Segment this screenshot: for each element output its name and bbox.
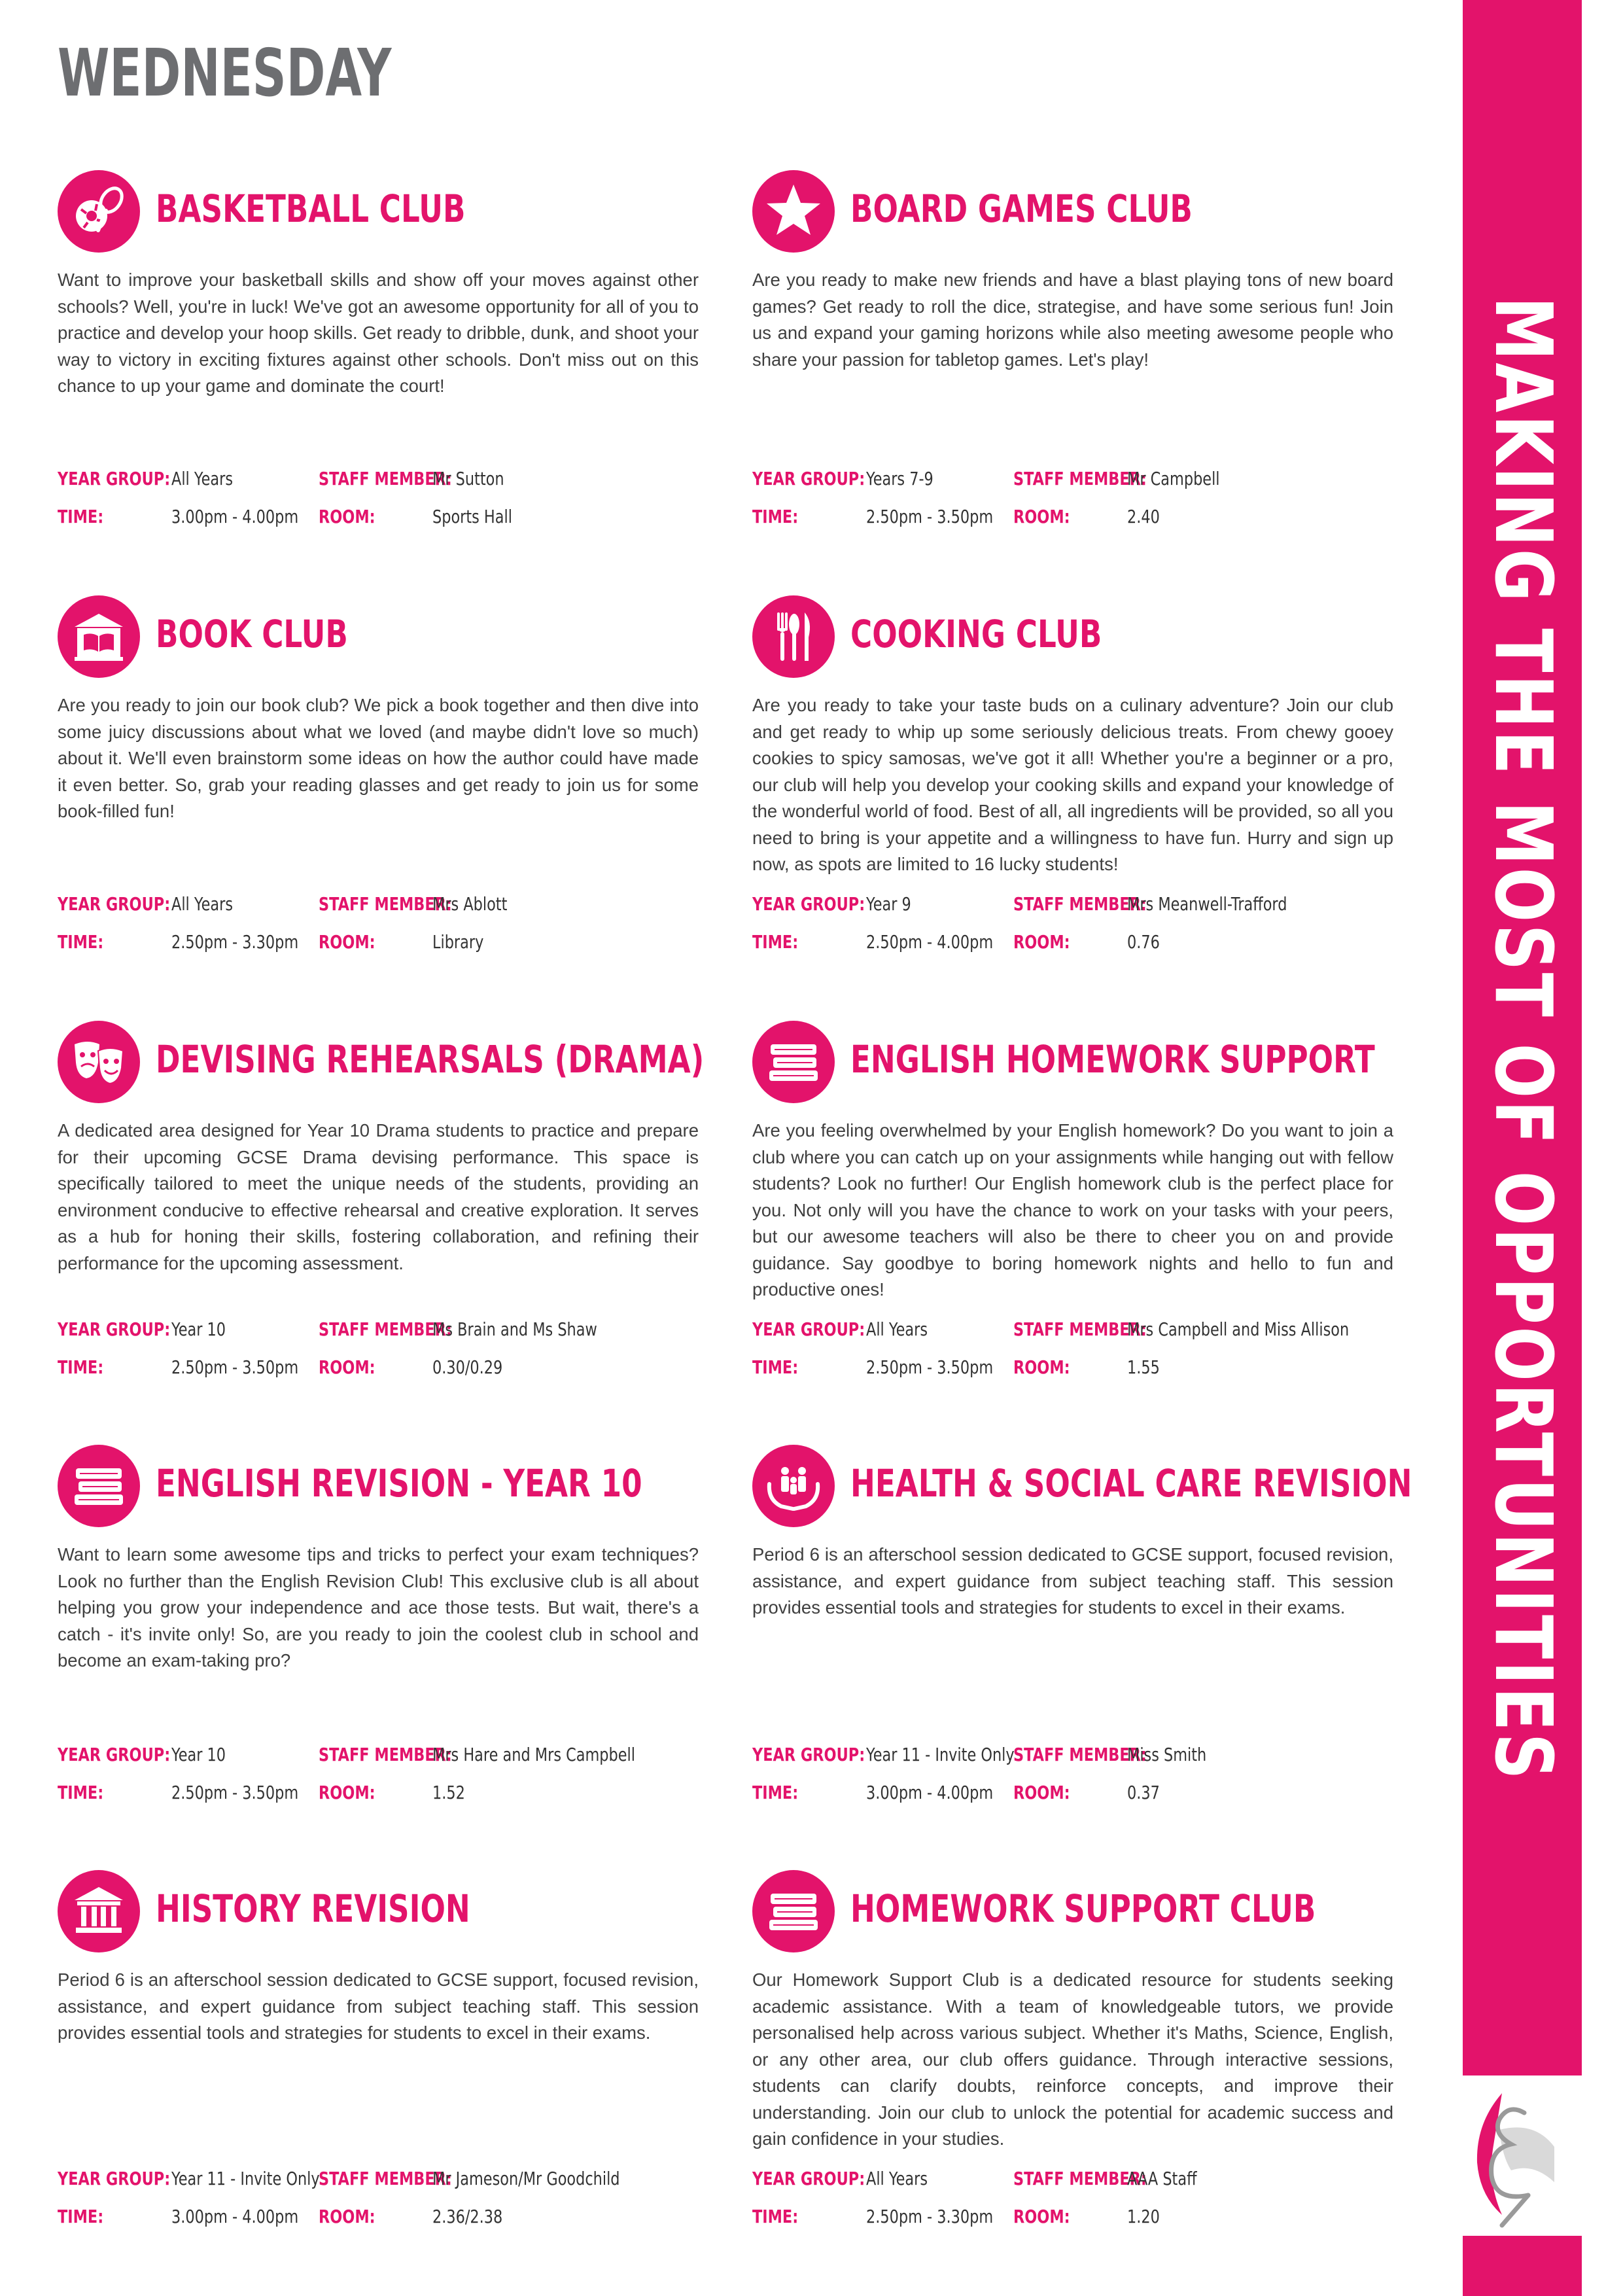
- year-group-label: YEAR GROUP:: [752, 1744, 865, 1765]
- year-group-label: YEAR GROUP:: [58, 468, 171, 489]
- theatre-masks-icon: [58, 1021, 140, 1103]
- club-meta-row: [752, 1742, 1393, 1768]
- club-header: [752, 595, 1393, 679]
- club-meta-row: [58, 891, 699, 917]
- year-group-value: Year 10: [171, 1744, 226, 1765]
- club-meta-row: [752, 1316, 1393, 1343]
- staff-member-value: Mrs Ablott: [432, 893, 508, 915]
- club-card: [58, 595, 699, 953]
- club-header: [752, 1445, 1412, 1528]
- club-title: ENGLISH HOMEWORK SUPPORT: [850, 1037, 1375, 1082]
- room-label: ROOM:: [1013, 1782, 1070, 1803]
- staff-member-label: STAFF MEMBER:: [1013, 468, 1147, 489]
- time-label: TIME:: [752, 1782, 799, 1803]
- year-group-label: YEAR GROUP:: [58, 2168, 171, 2189]
- side-banner-text: MAKING THE MOST OF OPPORTUNITIES: [1477, 296, 1568, 1782]
- star-icon: [752, 170, 835, 253]
- club-description: Are you ready to make new friends and have a blast playing tons of new board games? Get ready to roll the dice, strategise, and have some serious fun! Join us and expand your gaming horizons while also meeting awesome people who share your passion for tabletop games. Let's play!: [752, 270, 1393, 370]
- family-care-icon: [752, 1445, 835, 1527]
- club-title: COOKING CLUB: [850, 612, 1102, 656]
- room-value: 0.37: [1127, 1782, 1160, 1803]
- time-label: TIME:: [58, 506, 104, 527]
- club-title: ENGLISH REVISION - YEAR 10: [156, 1461, 642, 1506]
- club-meta-row: [58, 1780, 699, 1806]
- club-meta-row: [58, 1354, 699, 1381]
- staff-member-label: STAFF MEMBER:: [1013, 1318, 1147, 1340]
- page-title: WEDNESDAY: [58, 35, 392, 111]
- club-meta-row: [58, 1742, 699, 1768]
- club-description: Period 6 is an afterschool session dedicated to GCSE support, focused revision, assistance, and expert guidance from subject teaching staff. This session provides essential tools and strategies for students to excel in their exams.: [752, 1544, 1393, 1617]
- club-card: [752, 1870, 1393, 2227]
- room-label: ROOM:: [1013, 931, 1070, 953]
- time-value: 3.00pm - 4.00pm: [171, 2206, 299, 2227]
- club-description: Want to learn some awesome tips and tricks to perfect your exam techniques? Look no further than the English Revision Club! This exclusive club is all about helping you grow your independence and ace those tests. But wait, there's a catch - it's invite only! So, are you ready to join the coolest club in school and become an exam-taking pro?: [58, 1544, 699, 1670]
- staff-member-value: Miss Smith: [1127, 1744, 1207, 1765]
- staff-member-label: STAFF MEMBER:: [319, 1744, 452, 1765]
- year-group-value: Years 7-9: [866, 468, 934, 489]
- room-label: ROOM:: [1013, 506, 1070, 527]
- club-meta-row: [58, 504, 699, 530]
- time-label: TIME:: [58, 931, 104, 953]
- club-header: [752, 170, 1393, 254]
- year-group-label: YEAR GROUP:: [752, 1318, 865, 1340]
- staff-member-value: Mr Jameson/Mr Goodchild: [432, 2168, 620, 2189]
- time-label: TIME:: [58, 1356, 104, 1378]
- club-title: HISTORY REVISION: [156, 1886, 470, 1931]
- room-label: ROOM:: [319, 2206, 375, 2227]
- year-group-value: Year 9: [866, 893, 911, 915]
- staff-member-value: Ms Brain and Ms Shaw: [432, 1318, 597, 1340]
- year-group-value: All Years: [866, 1318, 928, 1340]
- club-meta-row: [752, 929, 1393, 955]
- club-header: [58, 1445, 699, 1528]
- room-value: 1.55: [1127, 1356, 1160, 1378]
- room-value: 1.52: [432, 1782, 465, 1803]
- staff-member-label: STAFF MEMBER:: [319, 893, 452, 915]
- club-description: Our Homework Support Club is a dedicated resource for students seeking academic assistance. With a team of knowledgeable tutors, we provide personalised help across various subject. Whether it's Maths, Science, English, or any other area, our club offers guidance. Through interactive sessions, students can clarify doubts, reinforce concepts, and improve their understanding. Join our club to unlock the potential for academic success and gain confidence in your studies.: [752, 1969, 1393, 2149]
- staff-member-label: STAFF MEMBER:: [319, 2168, 452, 2189]
- time-value: 2.50pm - 3.50pm: [171, 1356, 299, 1378]
- club-title: BOARD GAMES CLUB: [850, 186, 1193, 231]
- year-group-value: Year 11 - Invite Only: [171, 2168, 320, 2189]
- year-group-value: Year 10: [171, 1318, 226, 1340]
- time-value: 2.50pm - 3.50pm: [171, 1782, 299, 1803]
- time-value: 2.50pm - 3.50pm: [866, 506, 994, 527]
- time-value: 2.50pm - 3.30pm: [171, 931, 299, 953]
- club-title: DEVISING REHEARSALS (DRAMA): [156, 1037, 705, 1082]
- staff-member-value: Mr Sutton: [432, 468, 504, 489]
- time-value: 3.00pm - 4.00pm: [171, 506, 299, 527]
- cutlery-icon: [752, 595, 835, 678]
- time-value: 2.50pm - 3.50pm: [866, 1356, 994, 1378]
- club-card: [752, 1445, 1412, 1803]
- club-meta-row: [752, 891, 1393, 917]
- club-description: Period 6 is an afterschool session dedicated to GCSE support, focused revision, assistance, and expert guidance from subject teaching staff. This session provides essential tools and strategies for students to excel in their exams.: [58, 1969, 699, 2043]
- staff-member-label: STAFF MEMBER:: [1013, 893, 1147, 915]
- time-value: 2.50pm - 3.30pm: [866, 2206, 994, 2227]
- room-value: Sports Hall: [432, 506, 512, 527]
- room-label: ROOM:: [1013, 2206, 1070, 2227]
- club-description: Are you feeling overwhelmed by your English homework? Do you want to join a club where you can catch up on your assignments while hanging out with fellow students? Look no further! Our English homework club is the perfect place for you. Not only will you have the chance to work on your tasks with your peers, but our awesome teachers will also be there to cheer you on and provide guidance. Say goodbye to boring homework nights and hello to fun and productive ones!: [752, 1120, 1393, 1299]
- year-group-label: YEAR GROUP:: [752, 2168, 865, 2189]
- club-header: [58, 170, 699, 254]
- year-group-value: All Years: [171, 468, 233, 489]
- books-icon: [752, 1870, 835, 1952]
- staff-member-label: STAFF MEMBER:: [1013, 2168, 1147, 2189]
- room-value: 2.36/2.38: [432, 2206, 503, 2227]
- club-title: BASKETBALL CLUB: [156, 186, 466, 231]
- time-label: TIME:: [58, 2206, 104, 2227]
- club-description: Are you ready to join our book club? We pick a book together and then dive into some juicy discussions about what we loved (and maybe didn't love so much) about it. We'll even brainstorm some ideas on how the author could have made it even better. So, grab your reading glasses and get ready to join us for some book-filled fun!: [58, 695, 699, 821]
- club-meta-row: [752, 466, 1393, 492]
- club-header: [58, 595, 699, 679]
- year-group-label: YEAR GROUP:: [58, 1318, 171, 1340]
- staff-member-value: Mr Campbell: [1127, 468, 1220, 489]
- club-meta-row: [58, 929, 699, 955]
- club-card: [58, 1021, 705, 1378]
- club-description: Want to improve your basketball skills and show off your moves against other schools? Well, you're in luck! We've got an awesome opportunity for all of you to practice and develop your hoop skills. Get ready to dribble, dunk, and shoot your way to victory in exciting fixtures against other schools. Don't miss out on this chance to up your game and dominate the court!: [58, 270, 699, 396]
- club-title: HOMEWORK SUPPORT CLUB: [850, 1886, 1316, 1931]
- books-icon: [58, 1445, 140, 1527]
- club-card: [58, 170, 699, 527]
- club-card: [752, 595, 1393, 953]
- staff-member-value: AAA Staff: [1127, 2168, 1197, 2189]
- room-value: 2.40: [1127, 506, 1160, 527]
- year-group-label: YEAR GROUP:: [752, 468, 865, 489]
- club-meta-row: [58, 2166, 699, 2192]
- time-value: 3.00pm - 4.00pm: [866, 1782, 994, 1803]
- club-title: HEALTH & SOCIAL CARE REVISION: [850, 1461, 1412, 1506]
- year-group-label: YEAR GROUP:: [58, 893, 171, 915]
- club-header: [752, 1870, 1393, 1954]
- sports-icon: [58, 170, 140, 253]
- club-meta-row: [58, 1316, 699, 1343]
- time-value: 2.50pm - 4.00pm: [866, 931, 994, 953]
- year-group-label: YEAR GROUP:: [58, 1744, 171, 1765]
- staff-member-value: Mrs Meanwell-Trafford: [1127, 893, 1287, 915]
- year-group-label: YEAR GROUP:: [752, 893, 865, 915]
- books-icon: [752, 1021, 835, 1103]
- club-description: A dedicated area designed for Year 10 Drama students to practice and prepare for their upcoming GCSE Drama devising performance. This space is specifically tailored to meet the unique needs of the students, providing an environment conducive to effective rehearsal and creative exploration. It serves as a hub for honing their skills, fostering collaboration, and refining their performance for the upcoming assessment.: [58, 1120, 699, 1273]
- club-card: [58, 1445, 699, 1803]
- year-group-value: All Years: [866, 2168, 928, 2189]
- museum-icon: [58, 1870, 140, 1952]
- club-meta-row: [752, 2204, 1393, 2230]
- room-label: ROOM:: [319, 1356, 375, 1378]
- staff-member-label: STAFF MEMBER:: [1013, 1744, 1147, 1765]
- club-card: [58, 1870, 699, 2227]
- club-meta-row: [58, 466, 699, 492]
- time-label: TIME:: [752, 1356, 799, 1378]
- year-group-value: Year 11 - Invite Only: [866, 1744, 1015, 1765]
- staff-member-label: STAFF MEMBER:: [319, 1318, 452, 1340]
- staff-member-label: STAFF MEMBER:: [319, 468, 452, 489]
- room-value: 1.20: [1127, 2206, 1160, 2227]
- library-icon: [58, 595, 140, 678]
- room-label: ROOM:: [1013, 1356, 1070, 1378]
- room-label: ROOM:: [319, 1782, 375, 1803]
- year-group-value: All Years: [171, 893, 233, 915]
- club-header: [58, 1870, 699, 1954]
- club-card: [752, 1021, 1393, 1378]
- time-label: TIME:: [752, 931, 799, 953]
- staff-member-value: Mrs Campbell and Miss Allison: [1127, 1318, 1350, 1340]
- club-meta-row: [752, 2166, 1393, 2192]
- staff-member-value: Mrs Hare and Mrs Campbell: [432, 1744, 635, 1765]
- club-meta-row: [752, 1354, 1393, 1381]
- club-card: [752, 170, 1393, 527]
- room-value: Library: [432, 931, 484, 953]
- room-value: 0.30/0.29: [432, 1356, 503, 1378]
- club-header: [58, 1021, 705, 1104]
- club-meta-row: [752, 1780, 1393, 1806]
- time-label: TIME:: [58, 1782, 104, 1803]
- club-meta-row: [752, 504, 1393, 530]
- time-label: TIME:: [752, 2206, 799, 2227]
- room-label: ROOM:: [319, 506, 375, 527]
- club-description: Are you ready to take your taste buds on a culinary adventure? Join our club and get ready to whip up some seriously delicious treats. From chewy gooey cookies to spicy samosas, we've got it all! Whether you're a beginner or a pro, our club will help you develop your cooking skills and expand your knowledge of the wonderful world of food. Best of all, all ingredients will be provided, so all you need to bring is your appetite and a willingness to have fun. Hurry and sign up now, as spots are limited to 16 lucky students!: [752, 695, 1393, 874]
- club-meta-row: [58, 2204, 699, 2230]
- room-label: ROOM:: [319, 931, 375, 953]
- school-logo-icon: [1456, 2084, 1554, 2228]
- club-title: BOOK CLUB: [156, 612, 348, 656]
- time-label: TIME:: [752, 506, 799, 527]
- room-value: 0.76: [1127, 931, 1160, 953]
- club-header: [752, 1021, 1393, 1104]
